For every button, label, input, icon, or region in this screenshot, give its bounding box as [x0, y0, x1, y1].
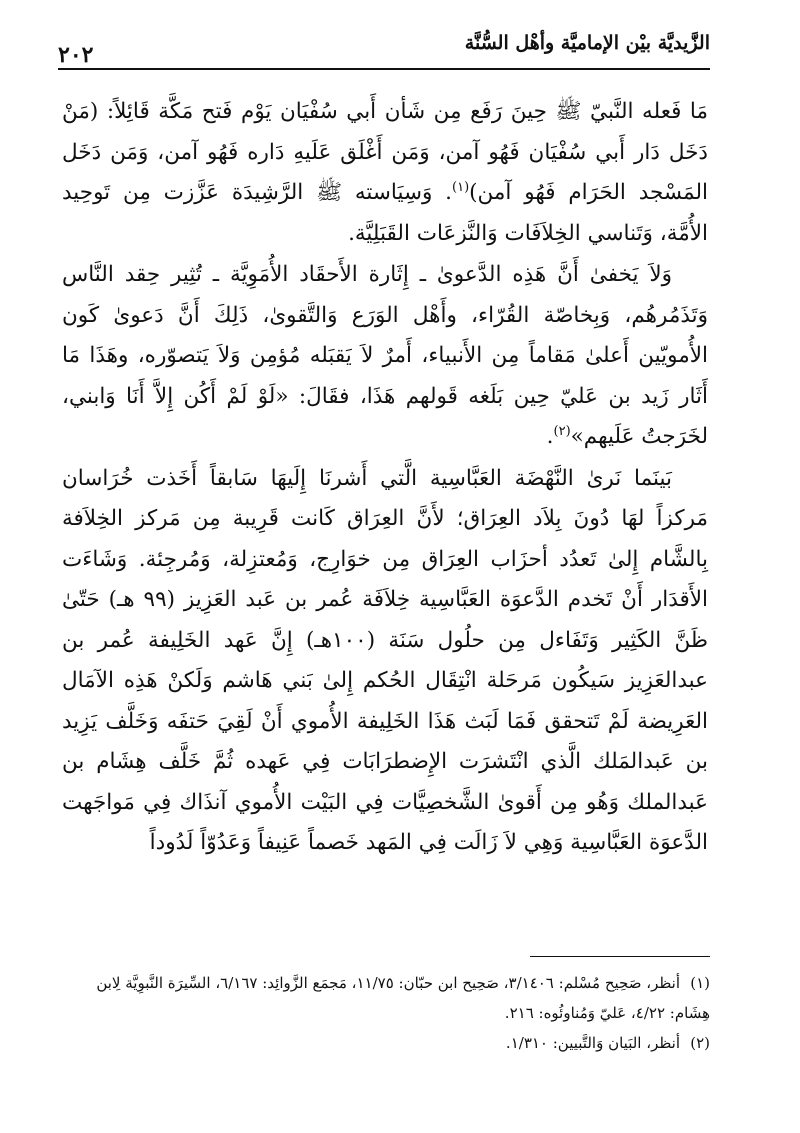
paragraph-text: . وَسِيَاسته ﷺ الرَّشِيدَة عَزَّزت مِن تَوحِيد الأُمَّة، وَتَناسي الخِلاَفَات وَالنَّزعَات القَبَلِيَّة.: [62, 180, 708, 246]
paragraph-text: وَلاَ يَخفىٰ أَنَّ هَذِه الدَّعوىٰ ـ إِثَارة الأَحقَاد الأُمَوِيَّة ـ تُثِير حِقد النَّاس وَتَذَمُرهُم، وَبِخاصّة القُرّاء، وأَهْل الوَرَع وَالتَّقوىٰ، ذَلِكَ أَنَّ دَعوىٰ كَون الأُمويّين أَعلىٰ مَقاماً مِن الأَنبياء، أَمرٌ لاَ يَقبَله مُؤمِن وَلاَ يَتصوّره، وهَذَا مَا أَثَار زَيد بن عَليّ حِين بَلَغه قَولهم هَذَا، فقَالَ: «لَوْ لَمْ أَكُن إِلاَّ أَنَا وَابني، لخَرَجتُ عَلَيهم»: [62, 262, 708, 449]
running-title: الزَّيديَّة بيْن الإماميَّة وأهْل السُّنَّة: [464, 32, 710, 54]
body-text: [62, 92, 708, 864]
footnote-number: (٢): [690, 1034, 710, 1052]
footnote-1: [70, 968, 710, 1028]
paragraph-text: .: [546, 424, 554, 449]
footnote-number: (١): [690, 974, 710, 992]
footnote-text: أنظر، صَحِيح مُسْلم: ٣/١٤٠٦، صَحِيح ابن حبّان: ١١/٧٥، مَجمَع الزَّوائِد: ٦/١٦٧، السِّيرَة النَّبوِيَّة لِابن هِشَام: ٤/٢٢، عَليّ وَمُناوئُوه: ٢١٦.: [96, 974, 710, 1022]
footnote-text: أنظر، البَيان وَالتَّبيين: ١/٣١٠.: [505, 1034, 680, 1052]
paragraph-3: [62, 459, 708, 864]
footnote-2: [70, 1028, 710, 1058]
footnotes: [70, 968, 710, 1058]
footnote-divider: [530, 956, 710, 957]
page-header: [58, 30, 710, 70]
paragraph-text: بَينَما نَرىٰ النَّهْضَة العَبَّاسِية الَّتي أَشرنَا إِلَيهَا سَابقاً أَخَذت خُرَاسان مَركزاً لهَا دُونَ بِلاَد العِرَاق؛ لأَنَّ العِرَاق كَانت قَرِيبة مِن مَركز الخِلاَفة بِالشَّام إِلىٰ تَعدُد أحزَاب العِرَاق مِن خوَارِج، وَمُعتزِلة، وَمُرجِئة. وَشَاءَت الأَقدَار أَنْ تَخدم الدَّعوَة العَبَّاسِية خِلاَفَة عُمر بن عَبد العَزِيز (٩٩ هـ) حَتّىٰ ظَنَّ الكَثِير وَتَفَاءل مِن حلُول سَنَة (١٠٠هـ) إِنَّ عَهد الخَلِيفة عُمر بن عبدالعَزِيز سَيكُون مَرحَلة انْتِقَال الحُكم إِلىٰ بَني هَاشم وَلَكنْ هَذِه الآمَال العَرِيضة لَمْ تَتحقق فَمَا لَبَث هَذَا الخَلِيفة الأُموي أَنْ لَقِيَ حَتفَه وَخَلَّف يَزِيد بن عَبدالمَلك الَّذي انْتَشرَت الإِضطرَابَات فِي عَهده ثُمَّ خَلَّف هِشَام بن عَبدالملك وَهُو مِن أَقوىٰ الشَّخصِيَّات فِي البَيْت الأُموي آنذَاك فِي مَواجَهت الدَّعوَة العَبَّاسِية وَهِي لاَ زَالَت فِي المَهد خَصماً عَنِيفاً وَعَدُوّاً لَدُوداً: [62, 465, 708, 855]
footnote-ref-2[interactable]: (٢): [553, 423, 571, 439]
header-divider: [58, 68, 710, 70]
paragraph-text: مَا فَعله النَّبيّ ﷺ حِينَ رَفَع مِن شَأن أَبي سُفْيَان يَوْم فَتح مَكَّة قَائِلاً: (مَنْ دَخَل دَار أَبي سُفْيَان فَهُو آمن، وَمَن أَغْلَق عَلَيهِ دَاره فَهُو آمن، وَمَن دَخَل المَسْجد الحَرَام فَهُو آمن): [62, 99, 708, 205]
paragraph-1: [62, 92, 708, 254]
footnote-ref-1[interactable]: (١): [452, 179, 470, 195]
page-number: ٢٠٢: [58, 42, 94, 68]
paragraph-2: [62, 255, 708, 458]
